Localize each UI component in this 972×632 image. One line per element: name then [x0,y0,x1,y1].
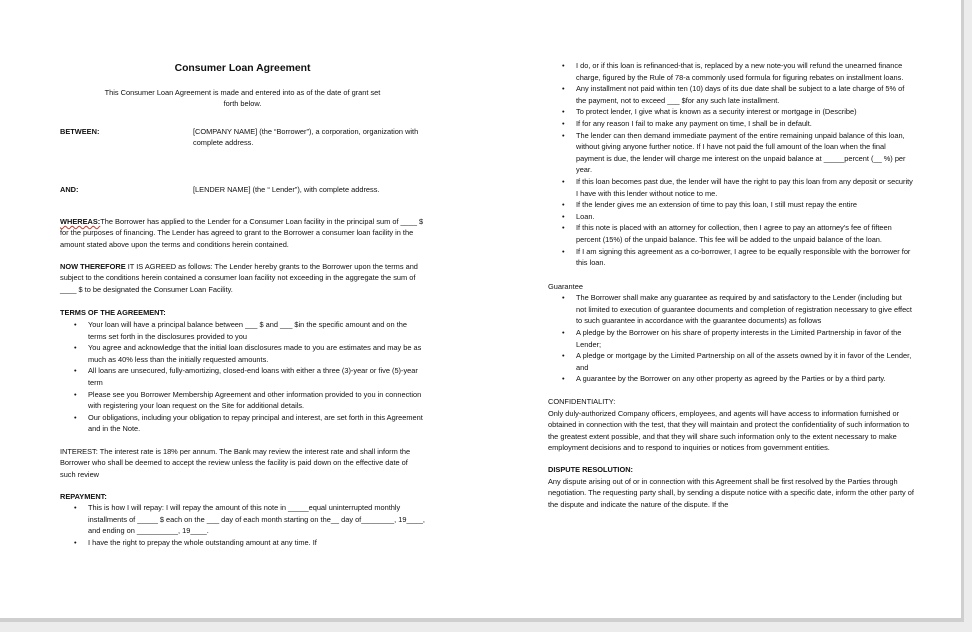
list-item: • Your loan will have a principal balance between ___ $ and ___ $in the specific amount and on the terms set forth in the disclosures provided to you [88,319,425,342]
repayment-heading: REPAYMENT: [60,491,107,501]
list-item: • This is how I will repay: I will repay the amount of this note in _____equal uninterrupted monthly installments of _____ $ each on the ___ day of each month starting on the__ day of________, 19____, and ending on __________, 19____. [88,502,425,537]
list-item: • A pledge by the Borrower on his share of property interests in the Limited Partnership in favor of the Lender; [576,327,914,350]
terms-list [60,319,425,435]
list-item: • Please see you Borrower Membership Agreement and other information provided to you in connection with registering your loan request on the Site for additional details. [88,389,425,412]
terms-heading: TERMS OF THE AGREEMENT: [60,308,166,318]
and-text: [LENDER NAME] (the “ Lender”), with complete address. [193,184,380,194]
list-item: • I have the right to prepay the whole outstanding amount at any time. If [88,537,425,549]
document-title: Consumer Loan Agreement [174,63,311,74]
guarantee-heading: Guarantee [548,281,583,291]
dispute-text: Any dispute arising out of or in connection with this Agreement shall be first resolved by the Parties through negotiation. The requesting party shall, by sending a dispute notice with a specific date, inform the other party of the dispute and indicate the nature of the dispute. If the [548,476,914,509]
now-therefore-text: IT IS AGREED as follows: The Lender hereby grants to the Borrower upon the terms and subject to the conditions herein contained a consumer loan facility not exceeding in the aggregate the sum of ____ $ to be designated the Consumer Loan Facility. [60,261,418,294]
list-item: • If I am signing this agreement as a co-borrower, I agree to be equally responsible with the borrower for this loan. [576,246,914,269]
list-item: • Loan. [576,211,914,223]
conditions-list [548,60,914,269]
list-item: • Any installment not paid within ten (10) days of its due date shall be subject to a late charge of 5% of the payment, not to exceed ___ $for any such late installment. [576,83,914,106]
and-label: AND: [60,184,79,194]
now-therefore-lead: NOW THEREFORE [60,261,126,271]
now-therefore-paragraph [60,261,425,296]
interest-paragraph: INTEREST: The interest rate is 18% per annum. The Bank may review the interest rate and shall inform the Borrower who shall be deemed to accept the review unless the facility is paid down on the effective date of such review [60,446,411,480]
list-item: • The Borrower shall make any guarantee as required by and satisfactory to the Lender (including but not limited to execution of guarantee documents and completion of registration necessary to give effect to such guarantee in accordance with the guarantee documents) as follows [576,292,914,327]
dispute-heading: DISPUTE RESOLUTION: [548,465,633,474]
intro-paragraph: This Consumer Loan Agreement is made and entered into as of the date of grant set forth below. [104,87,381,109]
list-item: • You agree and acknowledge that the initial loan disclosures made to you are estimates and may be as much as 40% less than the initially requested amounts. [88,342,425,365]
between-section [60,126,425,148]
list-item: • The lender can then demand immediate payment of the entire remaining unpaid balance of this loan, without giving anyone further notice. If I have not paid the full amount of the loan when the final payment is due, the lender will charge me interest on the unpaid balance at _____percent (__ %) per year. [576,130,914,176]
and-section [60,184,425,196]
left-column [60,0,425,549]
whereas-paragraph [60,216,425,251]
repayment-list [60,502,425,548]
list-item: • Our obligations, including your obligation to repay principal and interest, are set forth in this Agreement and in the Note. [88,412,425,435]
guarantee-list [548,292,914,385]
list-item: • A pledge or mortgage by the Limited Partnership on all of the assets owned by it in favor of the Lender, and [576,350,914,373]
list-item: • If the lender gives me an extension of time to pay this loan, I still must repay the entire [576,199,914,211]
right-column [548,60,914,510]
list-item: • If for any reason I fail to make any payment on time, I shall be in default. [576,118,914,130]
confidentiality-text: Only duly-authorized Company officers, employees, and agents will have access to information furnished or obtained in connection with the test, that they will maintain and protect the confidentiality of such information to the greatest extent possible, and that they will share such information only to the extent necessary to make employment decisions and to respond to inquiries or notices from government entities. [548,408,910,453]
whereas-text: The Borrower has applied to the Lender for a Consumer Loan facility in the principal sum of ____ $ for the purposes of financing. The Lender has agreed to grant to the Borrower a consumer loan facility in the amount stated above upon the terms and conditions herein contained. [60,216,424,249]
list-item: • If this loan becomes past due, the lender will have the right to pay this loan from any deposit or security I have with this lender without notice to me. [576,176,914,199]
list-item: • All loans are unsecured, fully-amortizing, closed-end loans with either a three (3)-year or five (5)-year term [88,365,425,388]
between-text: [COMPANY NAME] (the “Borrower”), a corporation, organization with complete address. [193,126,419,148]
list-item: • I do, or if this loan is refinanced-that is, replaced by a new note-you will refund the unearned finance charge, figured by the Rule of 78-a commonly used formula for figuring rebates on installment loans. [576,60,914,83]
between-label: BETWEEN: [60,126,100,136]
list-item: • If this note is placed with an attorney for collection, then I agree to pay an attorney's fee of fifteen percent (15%) of the unpaid balance. This fee will be added to the unpaid balance of the loan. [576,222,914,245]
list-item: • To protect lender, I give what is known as a security interest or mortgage in (Describe) [576,106,914,118]
whereas-lead: WHEREAS: [60,216,101,226]
confidentiality-heading: CONFIDENTIALITY: [548,397,616,407]
list-item: • A guarantee by the Borrower on any other property as agreed by the Parties or by a third party. [576,373,914,385]
